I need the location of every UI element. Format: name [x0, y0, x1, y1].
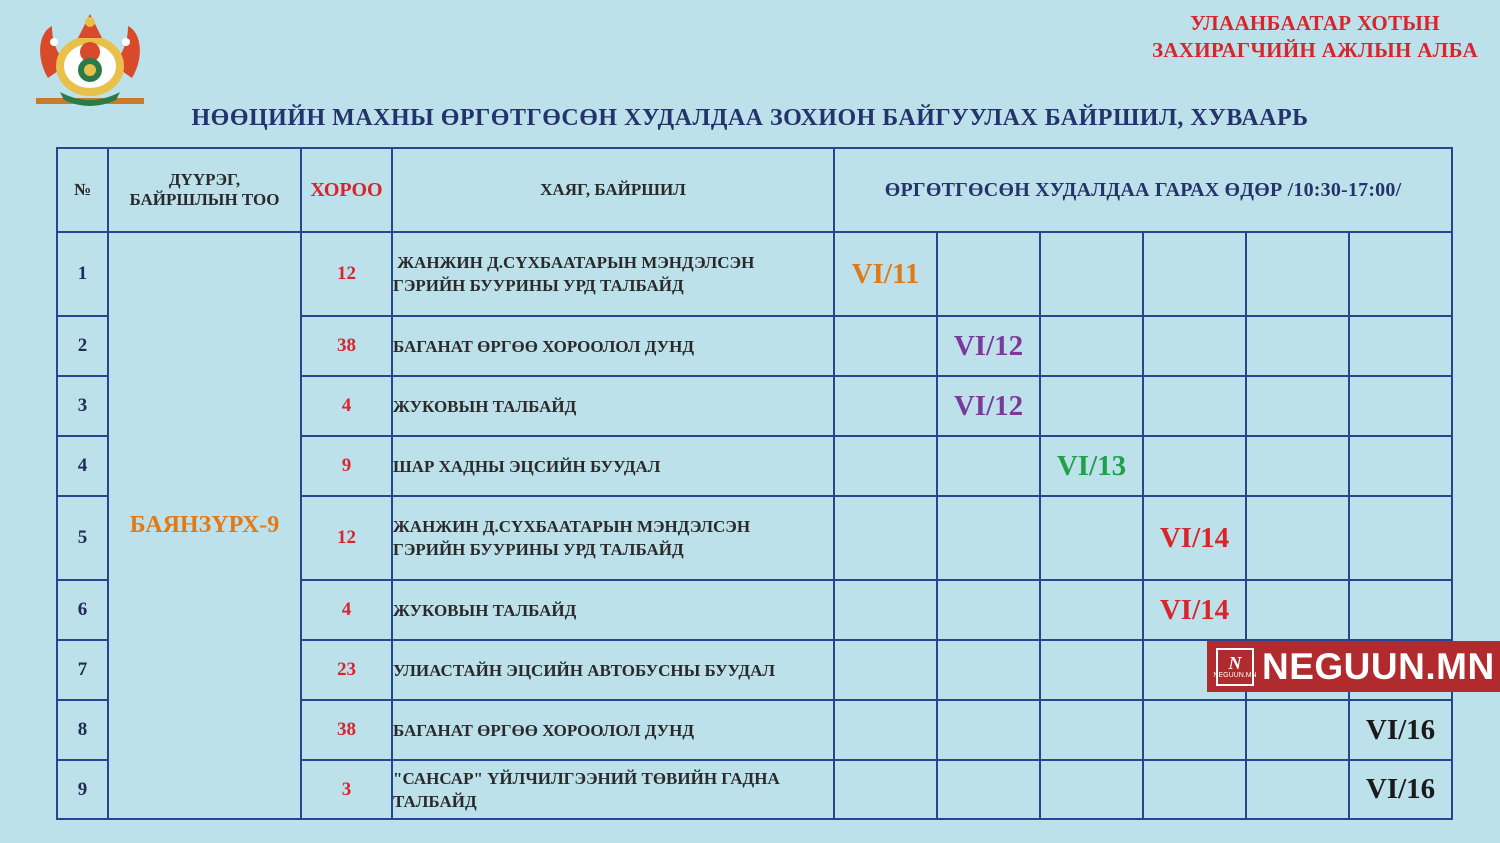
address-line-1: ЖАНЖИН Д.СҮХБААТАРЫН МЭНДЭЛСЭН [393, 253, 755, 272]
row-number: 2 [57, 316, 108, 376]
date-cell [1040, 376, 1143, 436]
neguun-logo-icon [1213, 648, 1257, 686]
logo-caption: NEGUUN.MN [1213, 672, 1257, 679]
address-line-1: ЖУКОВЫН ТАЛБАЙД [393, 600, 577, 620]
row-number: 8 [57, 700, 108, 760]
row-address [392, 232, 834, 316]
date-cell [1143, 700, 1246, 760]
row-horoo: 38 [301, 316, 392, 376]
row-horoo: 12 [301, 496, 392, 580]
watermark-text: NEGUUN.MN [1262, 645, 1495, 687]
date-cell [1040, 232, 1143, 316]
row-number: 3 [57, 376, 108, 436]
date-cell [1246, 580, 1349, 640]
date-cell [1040, 700, 1143, 760]
address-line-1: БАГАНАТ ӨРГӨӨ ХОРООЛОЛ ДУНД [393, 720, 695, 740]
date-cell [834, 760, 937, 819]
row-number: 6 [57, 580, 108, 640]
date-cell [1143, 436, 1246, 496]
row-number: 5 [57, 496, 108, 580]
row-address [392, 316, 834, 376]
date-cell [1246, 496, 1349, 580]
org-line-1: УЛААНБААТАР ХОТЫН [1190, 11, 1440, 35]
date-cell [937, 436, 1040, 496]
row-number: 1 [57, 232, 108, 316]
state-emblem-icon [30, 8, 150, 108]
date-cell [1246, 316, 1349, 376]
row-address [392, 436, 834, 496]
row-horoo: 4 [301, 376, 392, 436]
date-cell [1349, 316, 1452, 376]
address-line-1: ЖАНЖИН Д.СҮХБААТАРЫН МЭНДЭЛСЭН [393, 517, 751, 536]
date-cell [1349, 580, 1452, 640]
row-address [392, 580, 834, 640]
address-line-1: БАГАНАТ ӨРГӨӨ ХОРООЛОЛ ДУНД [393, 336, 695, 356]
table-row [57, 232, 1452, 316]
trade-date: VI/12 [937, 316, 1040, 376]
org-line-2: ЗАХИРАГЧИЙН АЖЛЫН АЛБА [1151, 38, 1478, 62]
address-line-1: УЛИАСТАЙН ЭЦСИЙН АВТОБУСНЫ БУУДАЛ [393, 660, 776, 680]
header-trade-dates: ӨРГӨТГӨСӨН ХУДАЛДАА ГАРАХ ӨДӨР /10:30-17:00/ [834, 148, 1452, 232]
trade-date: VI/11 [834, 232, 937, 316]
schedule-table [56, 147, 1453, 820]
row-address [392, 640, 834, 700]
date-cell [1143, 316, 1246, 376]
header-number: № [57, 148, 108, 232]
date-cell [1143, 232, 1246, 316]
page-title: НӨӨЦИЙН МАХНЫ ӨРГӨТГӨСӨН ХУДАЛДАА ЗОХИОН БАЙГУУЛАХ БАЙРШИЛ, ХУВААРЬ [191, 105, 1309, 131]
date-cell [1143, 760, 1246, 819]
row-horoo: 38 [301, 700, 392, 760]
row-horoo: 23 [301, 640, 392, 700]
trade-date: VI/14 [1143, 580, 1246, 640]
trade-date: VI/13 [1040, 436, 1143, 496]
address-line-2: ГЭРИЙН БУУРИНЫ УРД ТАЛБАЙД [393, 276, 684, 295]
district-name: БАЯНЗҮРХ-9 [108, 232, 301, 819]
date-cell [1246, 436, 1349, 496]
header-district [108, 148, 301, 232]
row-number: 9 [57, 760, 108, 819]
row-address [392, 496, 834, 580]
date-cell [1349, 232, 1452, 316]
header-district-line-2: БАЙРШЛЫН ТОО [129, 190, 280, 209]
trade-date: VI/16 [1349, 760, 1452, 819]
date-cell [834, 700, 937, 760]
date-cell [1040, 496, 1143, 580]
date-cell [937, 580, 1040, 640]
address-line-1: ЖУКОВЫН ТАЛБАЙД [393, 396, 577, 416]
logo-letter: N [1228, 653, 1242, 673]
row-address [392, 760, 834, 819]
watermark-badge [1207, 641, 1500, 692]
date-cell [937, 700, 1040, 760]
date-cell [1040, 316, 1143, 376]
row-horoo: 3 [301, 760, 392, 819]
date-cell [834, 436, 937, 496]
date-cell [834, 376, 937, 436]
organization-name [1152, 10, 1478, 64]
address-line-1: ШАР ХАДНЫ ЭЦСИЙН БУУДАЛ [393, 456, 661, 476]
trade-date: VI/16 [1349, 700, 1452, 760]
row-number: 4 [57, 436, 108, 496]
row-horoo: 12 [301, 232, 392, 316]
row-horoo: 4 [301, 580, 392, 640]
row-address [392, 376, 834, 436]
date-cell [834, 496, 937, 580]
trade-date: VI/12 [937, 376, 1040, 436]
address-line-2: ГЭРИЙН БУУРИНЫ УРД ТАЛБАЙД [393, 540, 684, 559]
row-horoo: 9 [301, 436, 392, 496]
date-cell [834, 316, 937, 376]
header-horoo: ХОРОО [301, 148, 392, 232]
date-cell [1246, 376, 1349, 436]
date-cell [937, 496, 1040, 580]
date-cell [1040, 580, 1143, 640]
date-cell [834, 640, 937, 700]
row-number: 7 [57, 640, 108, 700]
date-cell [1143, 376, 1246, 436]
row-address [392, 700, 834, 760]
address-line-1: "САНСАР" ҮЙЛЧИЛГЭЭНИЙ ТӨВИЙН ГАДНА [393, 768, 780, 788]
trade-date: VI/14 [1143, 496, 1246, 580]
date-cell [1246, 232, 1349, 316]
address-line-2: ТАЛБАЙД [393, 791, 477, 811]
date-cell [1349, 376, 1452, 436]
date-cell [937, 640, 1040, 700]
header-district-line-1: ДҮҮРЭГ, [168, 170, 241, 189]
date-cell [1246, 760, 1349, 819]
date-cell [1040, 760, 1143, 819]
date-cell [1246, 700, 1349, 760]
date-cell [1349, 436, 1452, 496]
date-cell [937, 232, 1040, 316]
date-cell [1040, 640, 1143, 700]
header-address: ХАЯГ, БАЙРШИЛ [392, 148, 834, 232]
date-cell [1349, 496, 1452, 580]
table-header-row [57, 148, 1452, 232]
date-cell [937, 760, 1040, 819]
date-cell [834, 580, 937, 640]
